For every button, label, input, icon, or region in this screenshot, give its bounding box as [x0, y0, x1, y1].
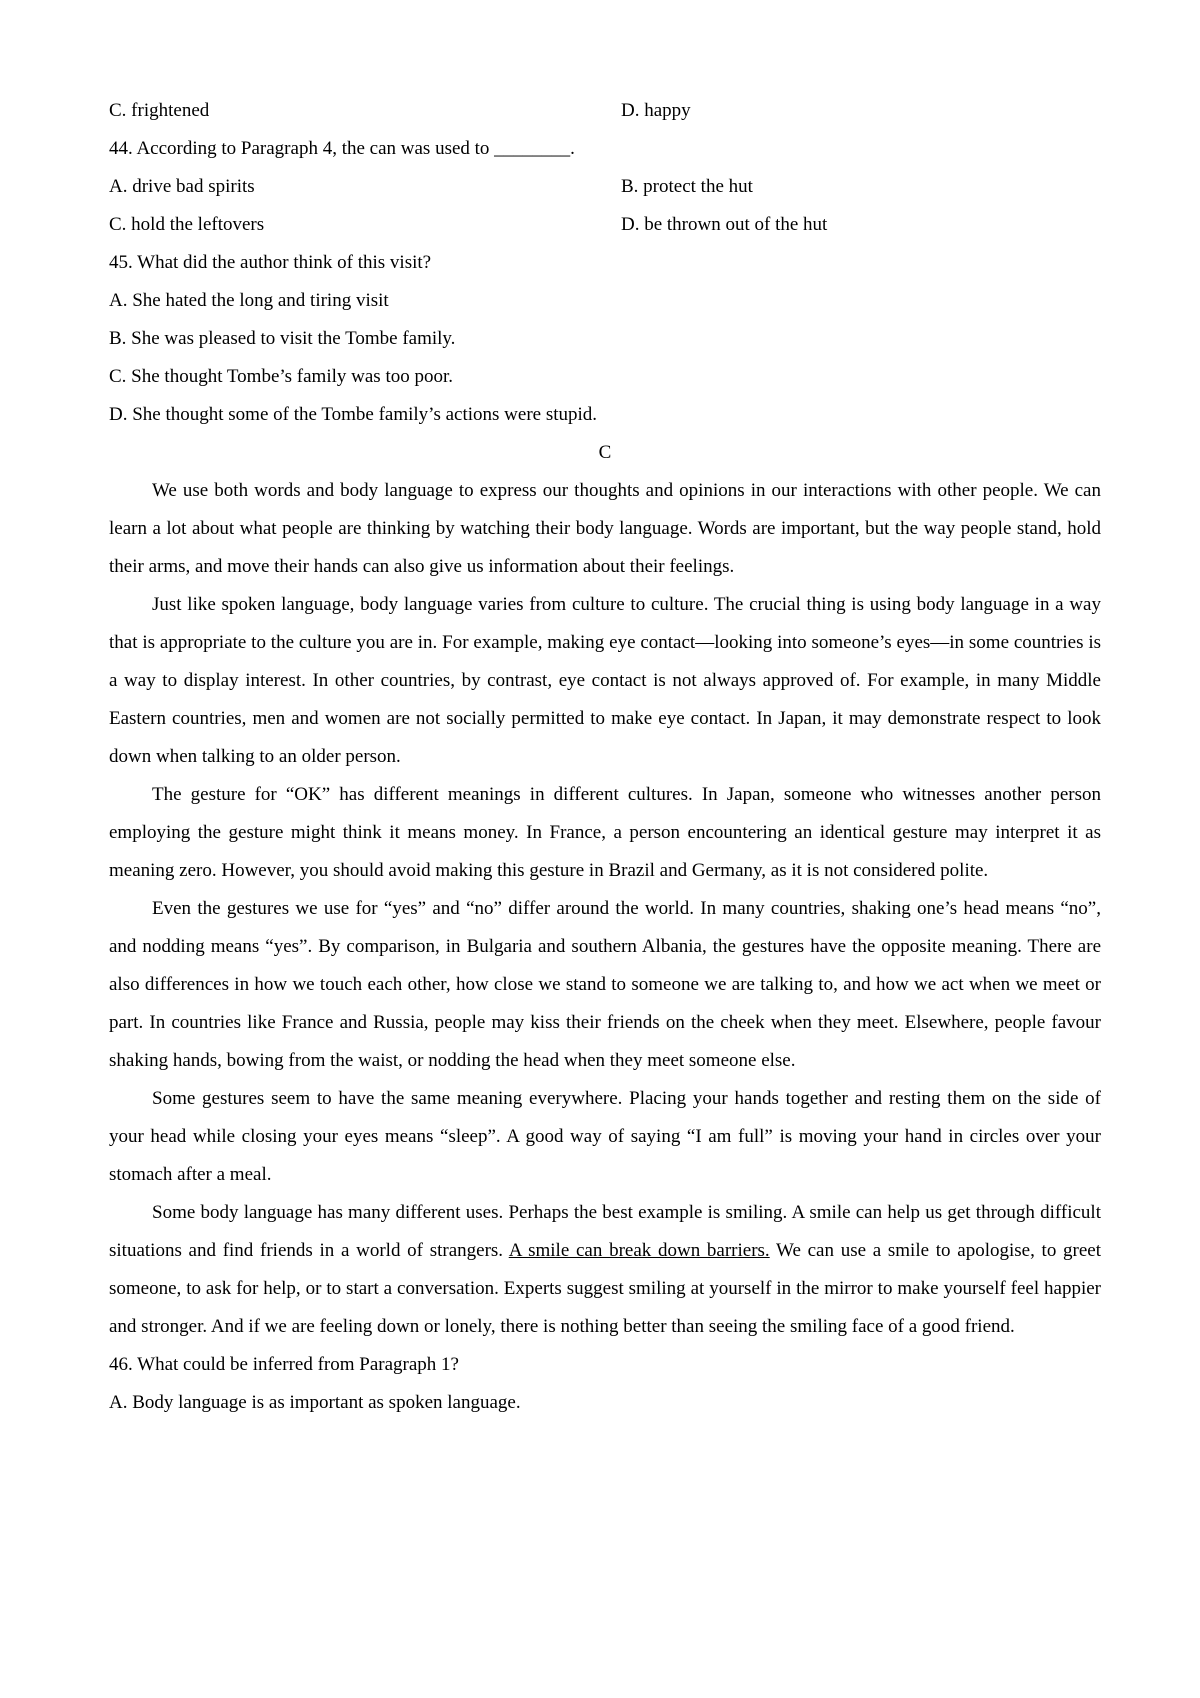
q46-stem: 46. What could be inferred from Paragraph 1? — [109, 1354, 459, 1375]
q43-options-row-2 — [109, 92, 1101, 130]
q44-options-row-2 — [109, 206, 1101, 244]
passage-paragraph-1: We use both words and body language to express our thoughts and opinions in our interactions with other people. We can learn a lot about what people are thinking by watching their body language. Words are important, but the way people stand, hold their arms, and move their hands can also give us information about their feelings. — [109, 480, 1101, 577]
q44-option-c: C. hold the leftovers — [109, 214, 265, 235]
passage-paragraph-5: Some gestures seem to have the same meaning everywhere. Placing your hands together and resting them on the side of your head while closing your eyes means “sleep”. A good way of saying “I am full” is moving your hand in circles over your stomach after a meal. — [109, 1088, 1101, 1185]
q44-stem: 44. According to Paragraph 4, the can was used to ________. — [109, 138, 575, 159]
q45-option-b: B. She was pleased to visit the Tombe family. — [109, 328, 456, 349]
q43-option-d: D. happy — [621, 100, 691, 121]
q44-option-b: B. protect the hut — [621, 176, 753, 197]
passage-paragraph-2: Just like spoken language, body language varies from culture to culture. The crucial thing is using body language in a way that is appropriate to the culture you are in. For example, making eye contact—looking into someone’s eyes—in some countries is a way to display interest. In other countries, by contrast, eye contact is not always approved of. For example, in many Middle Eastern countries, men and women are not socially permitted to make eye contact. In Japan, it may demonstrate respect to look down when talking to an older person. — [109, 594, 1101, 767]
paragraph-6-text-before: Some body language has many different uses. Perhaps the best example is smiling. A smile can help us get through difficult situations and find friends in a world of strangers. — [109, 1202, 1101, 1261]
underlined-sentence: A smile can break down barriers. — [508, 1240, 770, 1261]
q45-stem: 45. What did the author think of this visit? — [109, 252, 432, 273]
passage-paragraph-6 — [109, 1194, 1101, 1346]
q44-options-row-1 — [109, 168, 1101, 206]
q45-option-d: D. She thought some of the Tombe family’s actions were stupid. — [109, 404, 598, 425]
q46-option-a: A. Body language is as important as spoken language. — [109, 1392, 521, 1413]
exam-page — [109, 92, 1101, 1422]
q45-option-a: A. She hated the long and tiring visit — [109, 290, 389, 311]
passage-heading: C — [598, 442, 612, 463]
passage-paragraph-4: Even the gestures we use for “yes” and “no” differ around the world. In many countries, shaking one’s head means “no”, and nodding means “yes”. By comparison, in Bulgaria and southern Albania, the gestures have the opposite meaning. There are also differences in how we touch each other, how close we stand to someone we are talking to, and how we act when we meet or part. In countries like France and Russia, people may kiss their friends on the cheek when they meet. Elsewhere, people favour shaking hands, bowing from the waist, or nodding the head when they meet someone else. — [109, 898, 1101, 1071]
q44-option-d: D. be thrown out of the hut — [621, 214, 828, 235]
passage-paragraph-3: The gesture for “OK” has different meanings in different cultures. In Japan, someone who witnesses another person employing the gesture might think it means money. In France, a person encountering an identical gesture may interpret it as meaning zero. However, you should avoid making this gesture in Brazil and Germany, as it is not considered polite. — [109, 784, 1101, 881]
q43-option-c: C. frightened — [109, 100, 210, 121]
q44-option-a: A. drive bad spirits — [109, 176, 255, 197]
paragraph-6-text-after: We can use a smile to apologise, to greet someone, to ask for help, or to start a conversation. Experts suggest smiling at yourself in the mirror to make yourself feel happier and stronger. And if we are feeling down or lonely, there is nothing better than seeing the smiling face of a good friend. — [109, 1240, 1102, 1337]
q45-option-c: C. She thought Tombe’s family was too poor. — [109, 366, 454, 387]
